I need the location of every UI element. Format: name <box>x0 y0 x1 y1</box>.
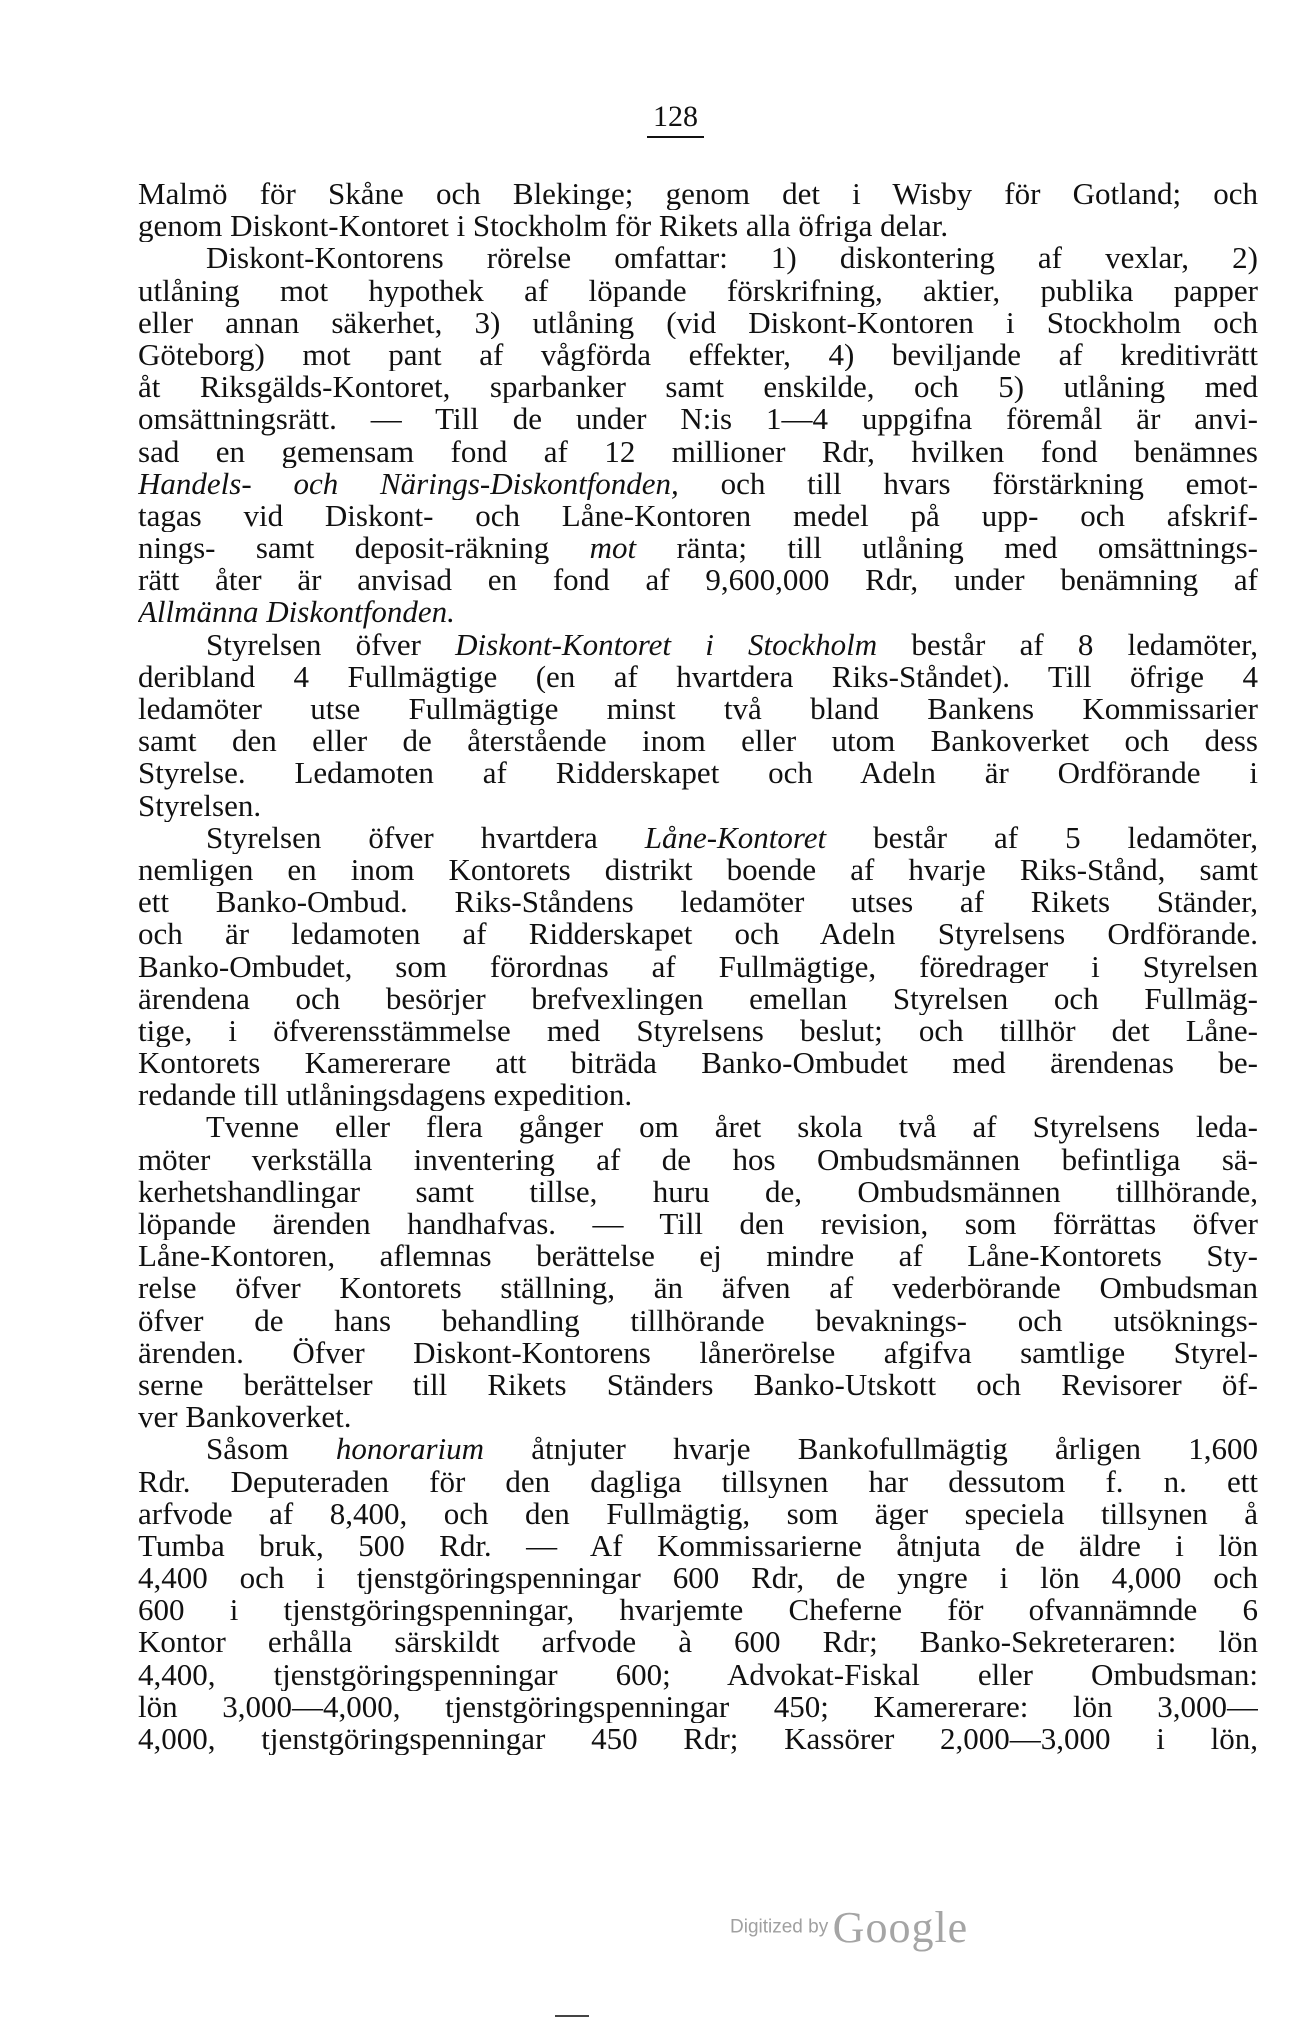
text-line: 4,400 och i tjenstgöringspenningar 600 Rdr, de yngre i lön 4,000 och <box>138 1562 1258 1595</box>
text-line: tige, i öfverensstämmelse med Styrelsens beslut; och tillhör det Låne- <box>138 1014 1258 1048</box>
text-line: Styrelse. Ledamoten af Ridderskapet och Adeln är Ordförande i <box>138 757 1258 790</box>
text-line: utlåning mot hypothek af löpande förskrifning, aktier, publika papper <box>138 274 1258 307</box>
text-line: ärenden. Öfver Diskont-Kontorens lånerörelse afgifva samtlige Styrel- <box>138 1336 1258 1369</box>
text-line: Tumba bruk, 500 Rdr. — Af Kommissarierne åtnjuta de äldre i lön <box>138 1529 1258 1563</box>
text-line: arfvode af 8,400, och den Fullmägtig, som äger speciela tillsynen å <box>138 1497 1258 1530</box>
text-span: Styrelsen öfver hvartdera <box>206 821 645 854</box>
text-line: redande till utlåningsdagens expedition. <box>138 1079 633 1112</box>
text-line: serne berättelser till Rikets Ständers Banko-Utskott och Revisorer öf- <box>138 1368 1258 1402</box>
google-logo: Google <box>832 1903 969 1952</box>
text-line: rätt åter är anvisad en fond af 9,600,000 Rdr, under benämning af <box>138 564 1258 597</box>
text-span: ränta; till utlåning med omsättnings- <box>636 532 1258 565</box>
text-line: genom Diskont-Kontoret i Stockholm för Rikets alla öfriga delar. <box>138 210 949 243</box>
italic-term: Allmänna Diskontfonden. <box>138 596 455 629</box>
paragraph-start <box>138 629 1258 661</box>
text-line: Rdr. Deputeraden för den dagliga tillsynen har dessutom f. n. ett <box>138 1465 1258 1498</box>
text-line: lön 3,000—4,000, tjenstgöringspenningar 450; Kamererare: lön 3,000— <box>138 1690 1258 1723</box>
text-span: Såsom <box>206 1433 336 1466</box>
text-span: åtnjuter hvarje Bankofullmägtig årligen 1,600 <box>484 1433 1258 1466</box>
page-number: 128 <box>0 100 1311 138</box>
text-line: och är ledamoten af Ridderskapet och Adeln Styrelsens Ordförande. <box>138 918 1258 951</box>
text-line: ver Bankoverket. <box>138 1401 352 1434</box>
text-line: samt den eller de återstående inom eller utom Bankoverket och dess <box>138 725 1258 758</box>
text-line: Göteborg) mot pant af vågförda effekter, 4) beviljande af kreditivrätt <box>138 338 1258 372</box>
italic-term: Diskont-Kontoret i Stockholm <box>455 628 878 661</box>
text-line: öfver de hans behandling tillhörande bevaknings- och utsöknings- <box>138 1304 1258 1337</box>
text-line: 4,000, tjenstgöringspenningar 450 Rdr; Kassörer 2,000—3,000 i lön, <box>138 1723 1258 1756</box>
text-line: löpande ärenden handhafvas. — Till den revision, som förrättas öfver <box>138 1208 1258 1241</box>
text-line: ett Banko-Ombud. Riks-Ståndens ledamöter utses af Rikets Ständer, <box>138 886 1258 919</box>
italic-term: honorarium <box>335 1433 485 1466</box>
text-line: Banko-Ombudet, som förordnas af Fullmägtige, föredrager i Styrelsen <box>138 950 1258 983</box>
text-line: relse öfver Kontorets ställning, än äfven af vederbörande Ombudsman <box>138 1272 1258 1305</box>
text-line: sad en gemensam fond af 12 millioner Rdr, hvilken fond benämnes <box>138 435 1258 468</box>
text-line <box>138 468 1258 500</box>
text-line: Kontor erhålla särskildt arfvode à 600 Rdr; Banko-Sekreteraren: lön <box>138 1626 1258 1659</box>
text-line: omsättningsrätt. — Till de under N:is 1—4 uppgifna föremål är anvi- <box>138 403 1258 436</box>
text-line: kerhetshandlingar samt tillse, huru de, Ombudsmännen tillhörande, <box>138 1175 1258 1208</box>
text-line: Kontorets Kamererare att biträda Banko-Ombudet med ärendenas be- <box>138 1047 1258 1080</box>
text-line: Malmö för Skåne och Blekinge; genom det i Wisby för Gotland; och <box>138 178 1258 211</box>
document-text <box>138 178 1258 1755</box>
paragraph-start <box>138 1433 1258 1465</box>
text-line: eller annan säkerhet, 3) utlåning (vid Diskont-Kontoren i Stockholm och <box>138 306 1258 339</box>
italic-term: Handels- och Närings-Diskontfonden, <box>138 467 679 500</box>
italic-term: Låne-Kontoret <box>644 821 827 854</box>
italic-term: mot <box>589 532 637 565</box>
text-span: och till hvars förstärkning emot- <box>678 467 1258 500</box>
digitized-by-label: Digitized by <box>730 1916 829 1938</box>
paragraph-start <box>138 822 1258 854</box>
digitized-by-watermark <box>730 1902 1010 1952</box>
paragraph-start: Tvenne eller flera gånger om året skola två af Styrelsens leda- <box>206 1111 1258 1144</box>
text-line: möter verkställa inventering af de hos Ombudsmännen befintliga sä- <box>138 1143 1258 1176</box>
text-line: ledamöter utse Fullmägtige minst två bland Bankens Kommissarier <box>138 693 1258 726</box>
text-line <box>138 596 1258 628</box>
text-line: ärendena och besörjer brefvexlingen emellan Styrelsen och Fullmäg- <box>138 982 1258 1015</box>
text-line: 4,400, tjenstgöringspenningar 600; Advokat-Fiskal eller Ombudsman: <box>138 1658 1258 1691</box>
text-line: deribland 4 Fullmägtige (en af hvartdera Riks-Ståndet). Till öfrige 4 <box>138 660 1258 693</box>
text-line <box>138 532 1258 564</box>
text-span: nings- samt deposit-räkning <box>138 532 590 565</box>
text-span: består af 5 ledamöter, <box>826 821 1258 854</box>
text-span: består af 8 ledamöter, <box>877 628 1258 661</box>
text-line: Styrelsen. <box>138 789 262 822</box>
bottom-mark-divider <box>555 2015 589 2017</box>
paragraph-start: Diskont-Kontorens rörelse omfattar: 1) diskontering af vexlar, 2) <box>206 242 1258 275</box>
text-line: åt Riksgälds-Kontoret, sparbanker samt enskilde, och 5) utlåning med <box>138 371 1258 404</box>
text-line: Låne-Kontoren, aflemnas berättelse ej mindre af Låne-Kontorets Sty- <box>138 1240 1258 1273</box>
text-span: Styrelsen öfver <box>206 628 456 661</box>
text-line: nemligen en inom Kontorets distrikt boende af hvarje Riks-Stånd, samt <box>138 853 1258 887</box>
text-line: tagas vid Diskont- och Låne-Kontoren medel på upp- och afskrif- <box>138 499 1258 533</box>
text-line: 600 i tjenstgöringspenningar, hvarjemte Cheferne för ofvannämnde 6 <box>138 1594 1258 1627</box>
